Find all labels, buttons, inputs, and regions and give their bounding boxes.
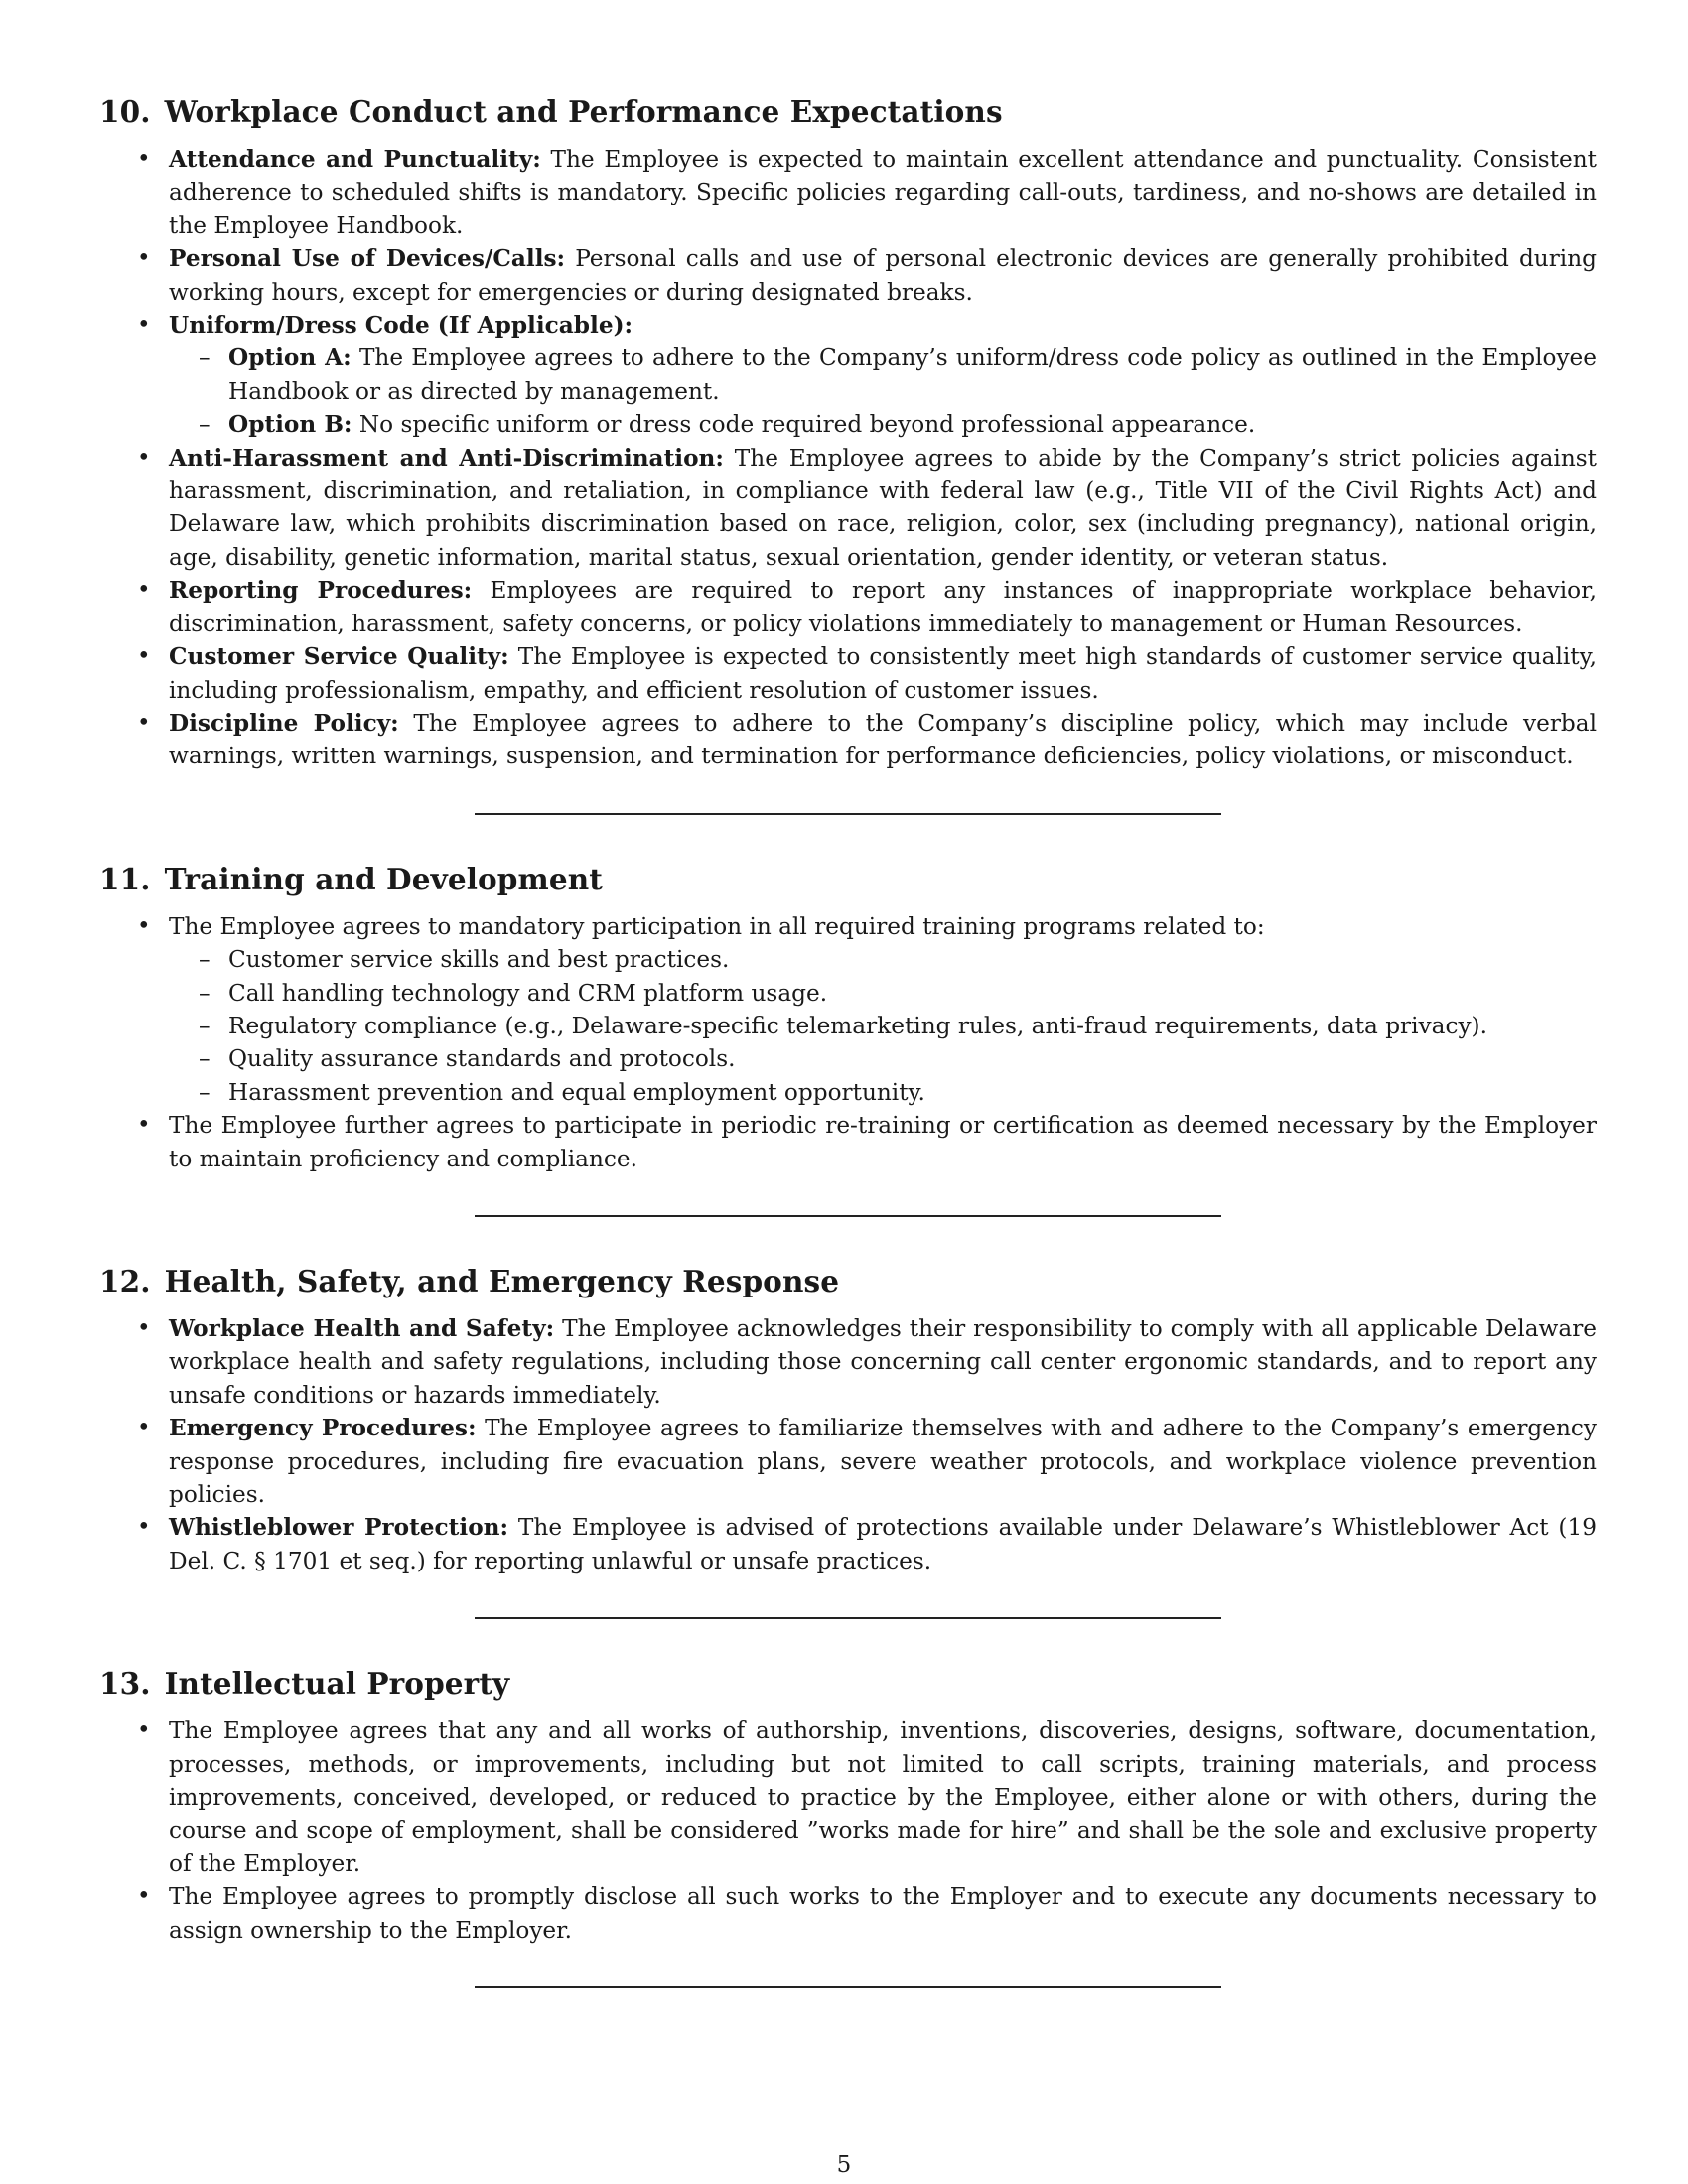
item-text: The Employee agrees to mandatory participation in all required training programs related to: — [169, 912, 1265, 940]
item-text: Personal calls and use of personal electronic devices are generally prohibited during working hours, except for emergencies or during designated breaks. — [169, 245, 1597, 306]
list-item — [169, 707, 1597, 773]
sub-list — [169, 943, 1597, 1109]
item-text: Harassment prevention and equal employment opportunity. — [228, 1078, 925, 1106]
section-11 — [99, 859, 1597, 1175]
list-item — [169, 442, 1597, 575]
list-item — [169, 1511, 1597, 1577]
item-text: Employees are required to report any instances of inappropriate workplace behavior, discrimination, harassment, safety concerns, or policy violations immediately to management or Human Resources. — [169, 577, 1597, 637]
item-label: Discipline Policy: — [169, 709, 399, 737]
section-divider — [475, 1617, 1221, 1619]
item-text: Customer service skills and best practices. — [228, 946, 730, 974]
sub-list-item — [228, 943, 1597, 976]
item-label: Uniform/Dress Code (If Applicable): — [169, 312, 633, 340]
sub-list-item — [228, 341, 1597, 408]
item-label: Attendance and Punctuality: — [169, 146, 541, 173]
section-number: 11. — [99, 861, 151, 896]
section-13 — [99, 1663, 1597, 1947]
sub-list — [169, 341, 1597, 441]
item-text: The Employee agrees to abide by the Company’s strict policies against harassment, discrimination, and retaliation, in compliance with federal law (e.g., Title VII of the Civil Rights Act) and Delaware law, which prohibits discrimination based on race, religion, color, sex (including pregnancy), national origin, age, disability, genetic information, marital status, sexual orientation, gender identity, or veteran status. — [169, 444, 1597, 571]
bullet-list — [99, 910, 1597, 1175]
list-item — [169, 1312, 1597, 1412]
sub-list-item — [228, 1076, 1597, 1109]
item-text: The Employee further agrees to participate in periodic re-training or certification as deemed necessary by the Employer to maintain proficiency and compliance. — [169, 1112, 1597, 1172]
section-title: Workplace Conduct and Performance Expectations — [164, 94, 1003, 129]
section-title: Health, Safety, and Emergency Response — [164, 1263, 840, 1298]
bullet-list — [99, 1714, 1597, 1947]
sub-list-item — [228, 1010, 1597, 1042]
sub-list-item — [228, 408, 1597, 441]
section-heading — [99, 91, 1597, 133]
section-number: 12. — [99, 1263, 151, 1298]
item-text: Quality assurance standards and protocols. — [228, 1045, 736, 1073]
item-text: No specific uniform or dress code required beyond professional appearance. — [352, 411, 1256, 439]
section-title: Intellectual Property — [164, 1666, 510, 1702]
section-heading — [99, 1261, 1597, 1302]
item-text: The Employee is advised of protections available under Delaware’s Whistleblower Act (19 Del. C. § 1701 et seq.) for reporting unlawful or unsafe practices. — [169, 1514, 1597, 1574]
item-label: Option B: — [228, 411, 352, 439]
list-item — [169, 640, 1597, 707]
section-12 — [99, 1261, 1597, 1577]
section-title: Training and Development — [164, 861, 603, 896]
section-heading — [99, 859, 1597, 900]
section-divider — [475, 813, 1221, 815]
item-text: The Employee is expected to consistently meet high standards of customer service quality, including professionalism, empathy, and efficient resolution of customer issues. — [169, 643, 1597, 704]
bullet-list — [99, 1312, 1597, 1577]
item-label: Anti-Harassment and Anti-Discrimination: — [169, 444, 724, 472]
page-number: 5 — [836, 2152, 852, 2178]
item-text: The Employee acknowledges their responsibility to comply with all applicable Delaware workplace health and safety regulations, including those concerning call center ergonomic standards, and to report any unsafe conditions or hazards immediately. — [169, 1314, 1598, 1409]
list-item — [169, 574, 1597, 640]
list-item — [169, 1109, 1597, 1175]
list-item — [169, 242, 1597, 309]
item-text: The Employee agrees to familiarize themselves with and adhere to the Company’s emergency response procedures, including fire evacuation plans, severe weather protocols, and workplace violence prevention policies. — [169, 1415, 1597, 1508]
section-number: 10. — [99, 94, 151, 129]
sub-list-item — [228, 1042, 1597, 1075]
item-text: The Employee agrees to adhere to the Company’s uniform/dress code policy as outlined in the Employee Handbook or as directed by management. — [228, 344, 1597, 405]
item-label: Reporting Procedures: — [169, 577, 473, 605]
list-item — [169, 1412, 1597, 1511]
section-divider — [475, 1215, 1221, 1217]
item-label: Whistleblower Protection: — [169, 1514, 509, 1542]
item-text: Regulatory compliance (e.g., Delaware-specific telemarketing rules, anti-fraud requirements, data privacy). — [228, 1012, 1487, 1039]
item-text: Call handling technology and CRM platform usage. — [228, 979, 828, 1007]
item-text: The Employee agrees that any and all works of authorship, inventions, discoveries, designs, software, documentation, processes, methods, or improvements, including but not limited to call scripts, training materials, and process improvements, conceived, developed, or reduced to practice by the Employee, either alone or with others, during the course and scope of employment, shall be considered ”works made for hire” and shall be the sole and exclusive property of the Employer. — [169, 1717, 1597, 1877]
item-text: The Employee agrees to adhere to the Company’s discipline policy, which may include verbal warnings, written warnings, suspension, and termination for performance deficiencies, policy violations, or misconduct. — [169, 709, 1597, 770]
item-text: The Employee agrees to promptly disclose all such works to the Employer and to execute any documents necessary to assign ownership to the Employer. — [169, 1883, 1597, 1944]
item-label: Personal Use of Devices/Calls: — [169, 245, 566, 273]
item-label: Option A: — [228, 344, 352, 372]
list-item — [169, 143, 1597, 242]
section-divider — [475, 1986, 1221, 1988]
list-item — [169, 910, 1597, 1109]
sub-list-item — [228, 977, 1597, 1010]
list-item — [169, 1880, 1597, 1947]
bullet-list — [99, 143, 1597, 773]
document-page — [99, 91, 1597, 1988]
section-heading — [99, 1663, 1597, 1705]
item-label: Emergency Procedures: — [169, 1415, 477, 1442]
item-label: Workplace Health and Safety: — [169, 1314, 555, 1342]
item-text: The Employee is expected to maintain excellent attendance and punctuality. Consistent adherence to scheduled shifts is mandatory. Specific policies regarding call-outs, tardiness, and no-shows are detailed in the Employee Handbook. — [169, 146, 1597, 239]
item-label: Customer Service Quality: — [169, 643, 509, 671]
list-item — [169, 309, 1597, 442]
section-10 — [99, 91, 1597, 773]
list-item — [169, 1714, 1597, 1880]
section-number: 13. — [99, 1666, 151, 1702]
